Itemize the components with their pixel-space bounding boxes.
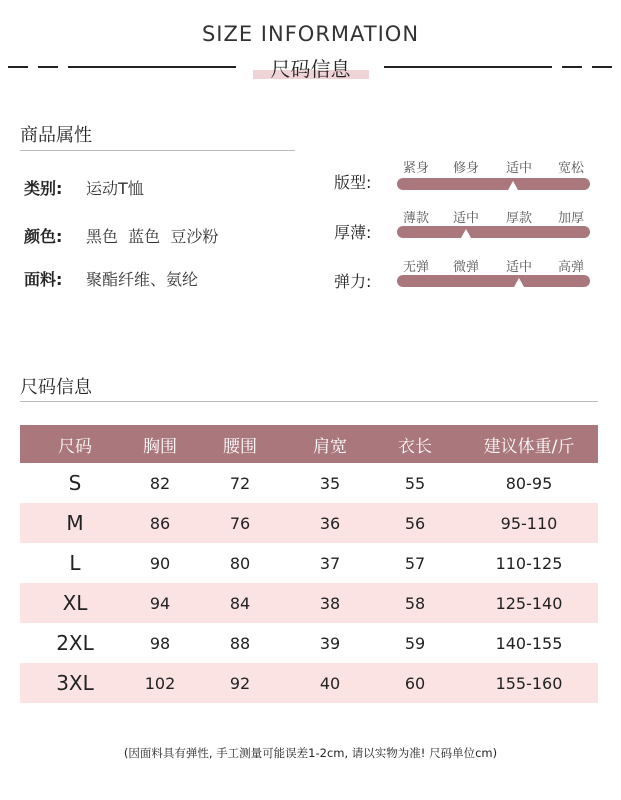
cell-length: 55 bbox=[404, 473, 426, 493]
cell-waist: 80 bbox=[229, 553, 251, 573]
cell-shoulder: 40 bbox=[319, 673, 341, 693]
table-row bbox=[20, 623, 598, 663]
cell-chest: 102 bbox=[144, 673, 176, 693]
scale-bar bbox=[397, 226, 590, 238]
cell-chest: 94 bbox=[149, 593, 171, 613]
cell-size: 3XL bbox=[56, 671, 94, 695]
table-row bbox=[20, 663, 598, 703]
cell-shoulder: 35 bbox=[319, 473, 341, 493]
cell-waist: 76 bbox=[229, 513, 251, 533]
scale-marker bbox=[508, 181, 518, 190]
title-english: SIZE INFORMATION bbox=[201, 22, 420, 46]
cell-length: 57 bbox=[404, 553, 426, 573]
header-cell: 建议体重/斤 bbox=[483, 436, 575, 457]
cell-weight: 95-110 bbox=[500, 513, 558, 533]
attr-fabric bbox=[24, 267, 198, 290]
cell-chest: 86 bbox=[149, 513, 171, 533]
cell-waist: 88 bbox=[229, 633, 251, 653]
attr-key: 类别: bbox=[24, 179, 63, 198]
scale-option: 适中 bbox=[453, 211, 480, 226]
size-section-rule bbox=[20, 401, 598, 402]
scale-option: 适中 bbox=[506, 260, 533, 275]
cell-chest: 82 bbox=[149, 473, 171, 493]
size-section-title: 尺码信息 bbox=[20, 377, 92, 398]
attr-color bbox=[24, 224, 218, 247]
table-header bbox=[20, 425, 598, 463]
attr-key: 面料: bbox=[24, 270, 63, 289]
cell-shoulder: 37 bbox=[319, 553, 341, 573]
table-row bbox=[20, 583, 598, 623]
cell-length: 58 bbox=[404, 593, 426, 613]
header-dash-right-2 bbox=[592, 66, 612, 68]
scale-label: 版型: bbox=[334, 173, 372, 192]
footnote: (因面料具有弹性, 手工测量可能误差1-2cm, 请以实物为准! 尺码单位cm) bbox=[123, 746, 498, 760]
header-cell: 衣长 bbox=[398, 436, 432, 457]
cell-waist: 72 bbox=[229, 473, 251, 493]
cell-size: L bbox=[69, 551, 81, 575]
cell-size: 2XL bbox=[56, 631, 94, 655]
table-row bbox=[20, 463, 598, 503]
cell-waist: 92 bbox=[229, 673, 251, 693]
table-row bbox=[20, 503, 598, 543]
scale-option: 适中 bbox=[506, 161, 533, 176]
cell-size: S bbox=[68, 471, 82, 495]
cell-size: M bbox=[66, 511, 84, 535]
header-cell: 腰围 bbox=[223, 436, 257, 457]
product-attrs-title: 商品属性 bbox=[20, 125, 92, 146]
cell-weight: 110-125 bbox=[495, 553, 563, 573]
cell-size: XL bbox=[62, 591, 88, 615]
scale-option: 厚款 bbox=[506, 211, 533, 226]
scale-bar bbox=[397, 275, 590, 287]
header-cell: 肩宽 bbox=[313, 436, 347, 457]
header-dash-right-1 bbox=[562, 66, 582, 68]
title-chinese: 尺码信息 bbox=[0, 53, 621, 82]
attr-category bbox=[24, 176, 144, 199]
cell-shoulder: 38 bbox=[319, 593, 341, 613]
header-cell: 胸围 bbox=[143, 436, 177, 457]
scale-bar bbox=[397, 178, 590, 190]
scale-option: 加厚 bbox=[558, 211, 585, 226]
scale-label: 厚薄: bbox=[334, 223, 372, 242]
size-table bbox=[20, 425, 598, 703]
scale-option: 修身 bbox=[453, 161, 480, 176]
cell-shoulder: 39 bbox=[319, 633, 341, 653]
cell-shoulder: 36 bbox=[319, 513, 341, 533]
product-attrs-rule bbox=[20, 150, 295, 151]
scale-option: 宽松 bbox=[558, 161, 585, 176]
scale-marker bbox=[514, 278, 524, 287]
cell-length: 60 bbox=[404, 673, 426, 693]
cell-weight: 140-155 bbox=[495, 633, 563, 653]
scale-option: 高弹 bbox=[558, 260, 585, 275]
scale-option: 微弹 bbox=[453, 260, 480, 275]
cell-length: 59 bbox=[404, 633, 426, 653]
header-line-right bbox=[384, 66, 552, 68]
cell-weight: 80-95 bbox=[505, 473, 553, 493]
scale-option: 无弹 bbox=[403, 260, 430, 275]
header-cell: 尺码 bbox=[58, 436, 92, 457]
cell-chest: 90 bbox=[149, 553, 171, 573]
scale-label: 弹力: bbox=[334, 272, 372, 291]
cell-waist: 84 bbox=[229, 593, 251, 613]
scale-marker bbox=[461, 229, 471, 238]
attr-value: 运动T恤 bbox=[86, 179, 144, 198]
cell-length: 56 bbox=[404, 513, 426, 533]
attr-key: 颜色: bbox=[24, 227, 63, 246]
table-row bbox=[20, 543, 598, 583]
scale-option: 薄款 bbox=[403, 211, 430, 226]
scale-option: 紧身 bbox=[403, 161, 430, 176]
cell-weight: 155-160 bbox=[495, 673, 563, 693]
cell-weight: 125-140 bbox=[495, 593, 563, 613]
attr-value: 聚酯纤维、氨纶 bbox=[86, 270, 199, 289]
attr-value: 黑色 蓝色 豆沙粉 bbox=[86, 227, 219, 246]
cell-chest: 98 bbox=[149, 633, 171, 653]
